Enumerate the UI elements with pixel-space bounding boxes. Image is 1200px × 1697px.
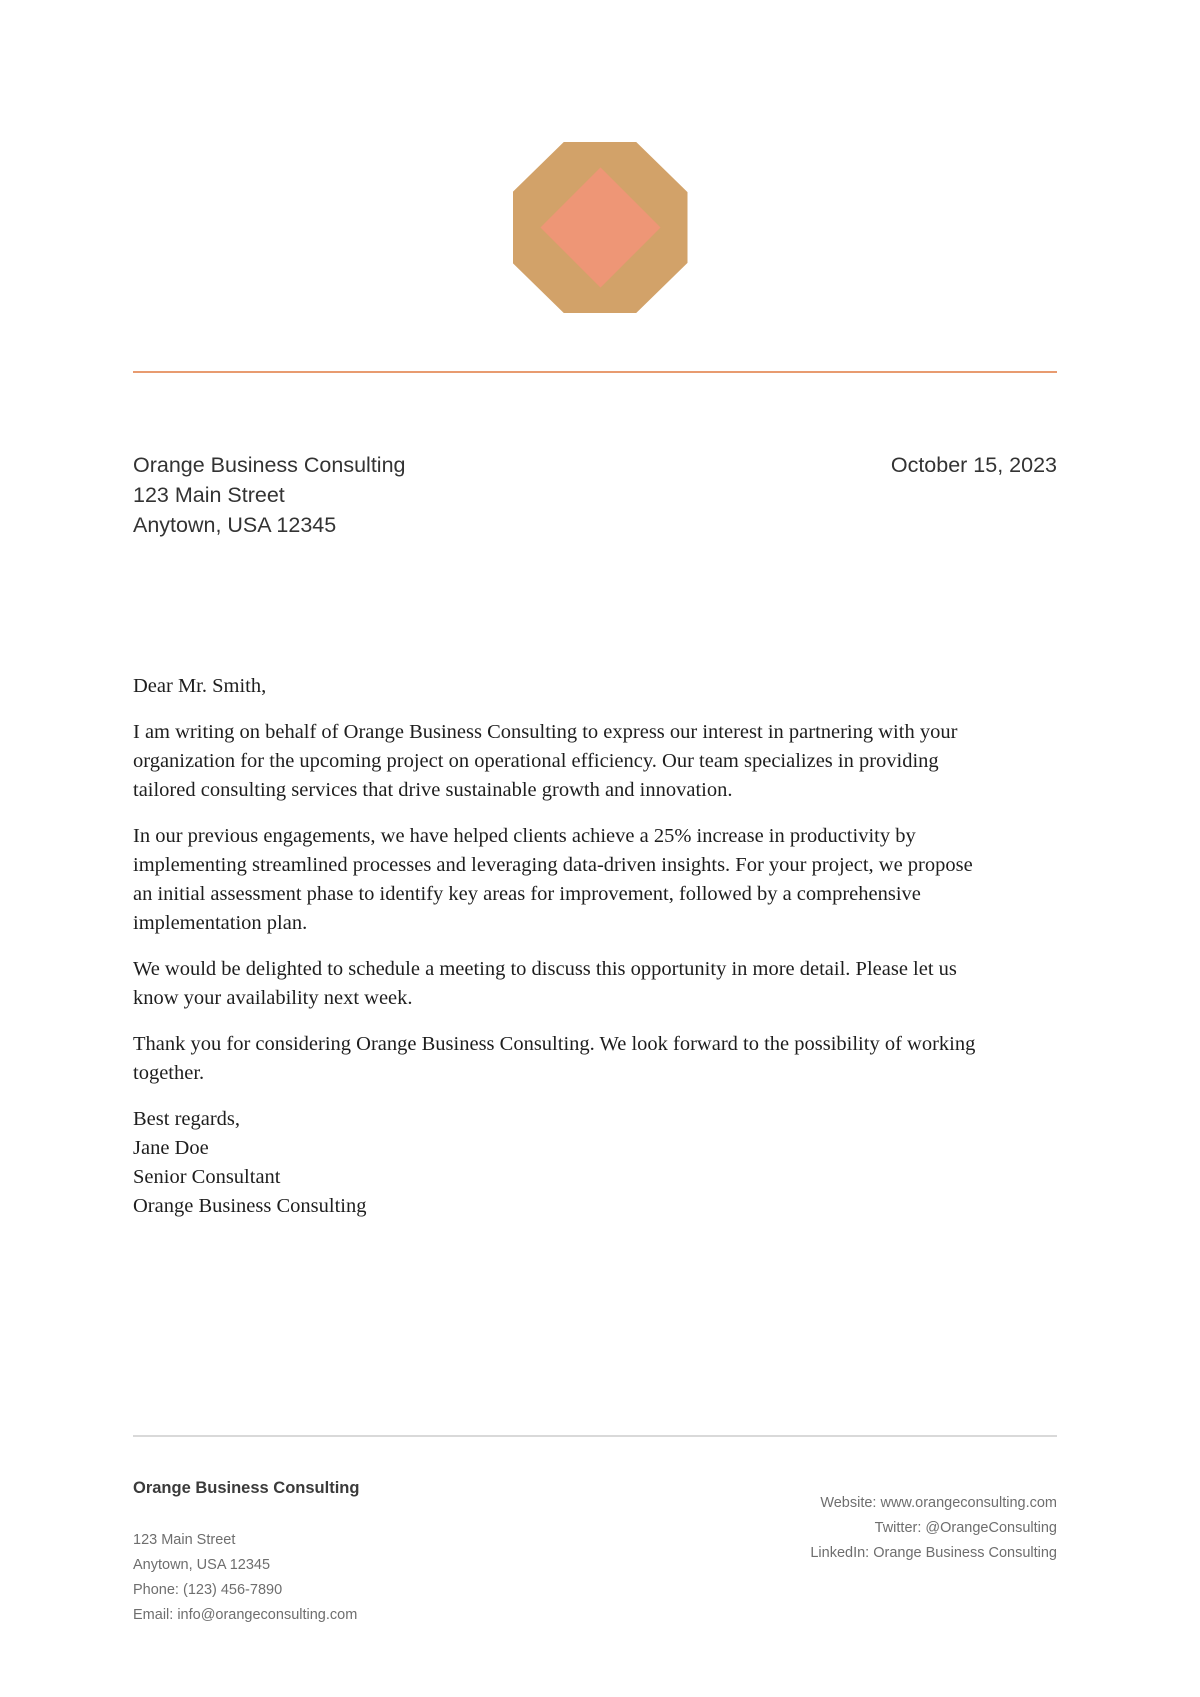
- signature-title: Senior Consultant: [133, 1166, 281, 1188]
- signature-block: [133, 1105, 995, 1221]
- body-paragraph-2: In our previous engagements, we have helped clients achieve a 25% increase in productivity by implementing streamlined processes and leveraging data-driven insights. For your project, we propose an initial assessment phase to identify key areas for improvement, followed by a comprehensive implementation plan.: [133, 825, 973, 934]
- sender-address-block: [133, 450, 406, 540]
- header-divider: [133, 371, 1057, 373]
- footer-phone: Phone: (123) 456-7890: [133, 1582, 283, 1598]
- page-footer: [133, 1437, 1057, 1628]
- logo-octagon-icon: [513, 142, 688, 313]
- sender-street: 123 Main Street: [133, 483, 285, 507]
- closing: Best regards,: [133, 1108, 241, 1130]
- footer-twitter: Twitter: @OrangeConsulting: [874, 1520, 1057, 1536]
- signature-company: Orange Business Consulting: [133, 1195, 367, 1217]
- footer-website: Website: www.orangeconsulting.com: [820, 1495, 1057, 1511]
- letter-header: [133, 450, 1057, 540]
- footer-linkedin: LinkedIn: Orange Business Consulting: [810, 1545, 1057, 1561]
- body-paragraph-1: I am writing on behalf of Orange Business Consulting to express our interest in partnering with your organization for the upcoming project on operational efficiency. Our team specializes in providing tailored consulting services that drive sustainable growth and innovation.: [133, 721, 958, 801]
- letter-date: October 15, 2023: [890, 453, 1057, 477]
- footer-address-lines: [133, 1528, 359, 1628]
- page-content: [133, 371, 1057, 1628]
- sender-company-name: Orange Business Consulting: [133, 453, 406, 477]
- footer-city: Anytown, USA 12345: [133, 1557, 271, 1573]
- footer-social-block: [810, 1478, 1057, 1566]
- letter-body: [133, 672, 995, 1221]
- sender-city: Anytown, USA 12345: [133, 513, 337, 537]
- footer-street: 123 Main Street: [133, 1532, 236, 1548]
- footer-email: Email: info@orangeconsulting.com: [133, 1607, 358, 1623]
- body-paragraph-3: We would be delighted to schedule a meeting to discuss this opportunity in more detail. Please let us know your availability next week.: [133, 958, 957, 1009]
- signature-name: Jane Doe: [133, 1137, 209, 1159]
- footer-contact-block: [133, 1478, 359, 1628]
- footer-company-name: Orange Business Consulting: [133, 1479, 360, 1497]
- company-logo: [0, 0, 1200, 313]
- body-paragraph-4: Thank you for considering Orange Business Consulting. We look forward to the possibility of working together.: [133, 1033, 976, 1084]
- salutation: Dear Mr. Smith,: [133, 675, 267, 697]
- logo-diamond-icon: [540, 167, 660, 287]
